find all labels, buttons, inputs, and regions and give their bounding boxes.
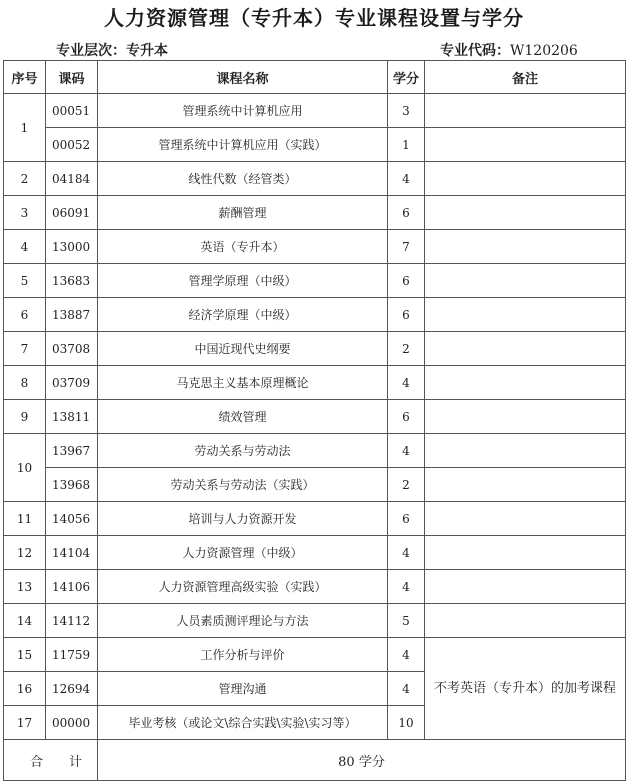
row-code: 00000 [46, 706, 98, 740]
row-code: 14104 [46, 536, 98, 570]
row-seq: 3 [4, 196, 46, 230]
row-seq: 7 [4, 332, 46, 366]
header-code: 课码 [46, 61, 98, 94]
row-notes-extra-courses: 不考英语（专升本）的加考课程 [425, 638, 626, 740]
row-credits: 2 [388, 332, 425, 366]
row-credits: 6 [388, 196, 425, 230]
row-code: 11759 [46, 638, 98, 672]
table-row [4, 366, 626, 400]
row-code: 14056 [46, 502, 98, 536]
row-code: 13887 [46, 298, 98, 332]
table-row [4, 468, 626, 502]
row-seq: 1 [4, 94, 46, 162]
row-course-name: 中国近现代史纲要 [98, 332, 388, 366]
table-row [4, 332, 626, 366]
row-course-name: 人力资源管理（中级） [98, 536, 388, 570]
row-credits: 4 [388, 162, 425, 196]
row-seq: 17 [4, 706, 46, 740]
row-course-name: 管理系统中计算机应用 [98, 94, 388, 128]
row-course-name: 毕业考核（或论文\综合实践\实验\实习等） [98, 706, 388, 740]
row-notes [425, 162, 626, 196]
row-credits: 3 [388, 94, 425, 128]
table-row [4, 230, 626, 264]
row-code: 04184 [46, 162, 98, 196]
row-credits: 4 [388, 536, 425, 570]
row-course-name: 劳动关系与劳动法 [98, 434, 388, 468]
table-row [4, 128, 626, 162]
row-credits: 6 [388, 400, 425, 434]
table-row [4, 264, 626, 298]
row-course-name: 薪酬管理 [98, 196, 388, 230]
row-course-name: 人员素质测评理论与方法 [98, 604, 388, 638]
row-credits: 6 [388, 502, 425, 536]
row-credits: 4 [388, 638, 425, 672]
program-code-value: W120206 [510, 43, 578, 59]
row-credits: 5 [388, 604, 425, 638]
table-row [4, 400, 626, 434]
row-course-name: 人力资源管理高级实验（实践） [98, 570, 388, 604]
row-credits: 6 [388, 298, 425, 332]
course-table [3, 60, 626, 781]
row-seq: 2 [4, 162, 46, 196]
row-notes [425, 298, 626, 332]
table-row [4, 196, 626, 230]
header-name: 课程名称 [98, 61, 388, 94]
row-credits: 1 [388, 128, 425, 162]
row-credits: 4 [388, 434, 425, 468]
row-seq: 10 [4, 434, 46, 502]
row-code: 00052 [46, 128, 98, 162]
row-course-name: 英语（专升本） [98, 230, 388, 264]
row-credits: 6 [388, 264, 425, 298]
table-row [4, 604, 626, 638]
row-credits: 10 [388, 706, 425, 740]
row-course-name: 线性代数（经管类） [98, 162, 388, 196]
program-level-label: 专业层次： [56, 43, 126, 59]
program-level-value: 专升本 [126, 43, 168, 59]
row-notes [425, 196, 626, 230]
row-seq: 12 [4, 536, 46, 570]
program-level [56, 40, 168, 60]
table-row [4, 502, 626, 536]
row-course-name: 培训与人力资源开发 [98, 502, 388, 536]
row-notes [425, 230, 626, 264]
row-seq: 8 [4, 366, 46, 400]
header-notes: 备注 [425, 61, 626, 94]
row-course-name: 管理系统中计算机应用（实践） [98, 128, 388, 162]
row-notes [425, 502, 626, 536]
header-seq: 序号 [4, 61, 46, 94]
total-value: 80 学分 [98, 740, 626, 781]
row-code: 00051 [46, 94, 98, 128]
row-notes [425, 400, 626, 434]
table-row [4, 570, 626, 604]
row-seq: 9 [4, 400, 46, 434]
row-code: 03709 [46, 366, 98, 400]
row-notes [425, 366, 626, 400]
row-notes [425, 128, 626, 162]
row-seq: 5 [4, 264, 46, 298]
header-credits: 学分 [388, 61, 425, 94]
row-credits: 7 [388, 230, 425, 264]
row-notes [425, 332, 626, 366]
row-code: 03708 [46, 332, 98, 366]
row-course-name: 管理沟通 [98, 672, 388, 706]
row-seq: 6 [4, 298, 46, 332]
row-code: 14112 [46, 604, 98, 638]
program-code [440, 40, 578, 60]
table-row [4, 298, 626, 332]
row-course-name: 劳动关系与劳动法（实践） [98, 468, 388, 502]
row-notes [425, 468, 626, 502]
row-course-name: 绩效管理 [98, 400, 388, 434]
row-code: 13000 [46, 230, 98, 264]
row-notes [425, 570, 626, 604]
row-notes [425, 604, 626, 638]
table-row [4, 434, 626, 468]
table-row [4, 94, 626, 128]
row-notes [425, 94, 626, 128]
table-header-row [4, 61, 626, 94]
row-code: 13683 [46, 264, 98, 298]
total-row [4, 740, 626, 781]
row-seq: 4 [4, 230, 46, 264]
row-code: 06091 [46, 196, 98, 230]
row-notes [425, 264, 626, 298]
row-seq: 13 [4, 570, 46, 604]
row-seq: 11 [4, 502, 46, 536]
document-title: 人力资源管理（专升本）专业课程设置与学分 [104, 6, 524, 30]
table-row [4, 536, 626, 570]
table-row [4, 638, 626, 672]
row-code: 13811 [46, 400, 98, 434]
row-code: 13967 [46, 434, 98, 468]
row-course-name: 马克思主义基本原理概论 [98, 366, 388, 400]
total-label: 合计 [4, 740, 98, 781]
row-code: 14106 [46, 570, 98, 604]
row-notes [425, 536, 626, 570]
row-course-name: 管理学原理（中级） [98, 264, 388, 298]
row-seq: 15 [4, 638, 46, 672]
table-row [4, 162, 626, 196]
row-code: 12694 [46, 672, 98, 706]
row-credits: 2 [388, 468, 425, 502]
row-credits: 4 [388, 672, 425, 706]
row-notes [425, 434, 626, 468]
row-course-name: 经济学原理（中级） [98, 298, 388, 332]
row-credits: 4 [388, 366, 425, 400]
row-course-name: 工作分析与评价 [98, 638, 388, 672]
row-seq: 16 [4, 672, 46, 706]
row-credits: 4 [388, 570, 425, 604]
row-seq: 14 [4, 604, 46, 638]
row-code: 13968 [46, 468, 98, 502]
program-code-label: 专业代码： [440, 43, 510, 59]
